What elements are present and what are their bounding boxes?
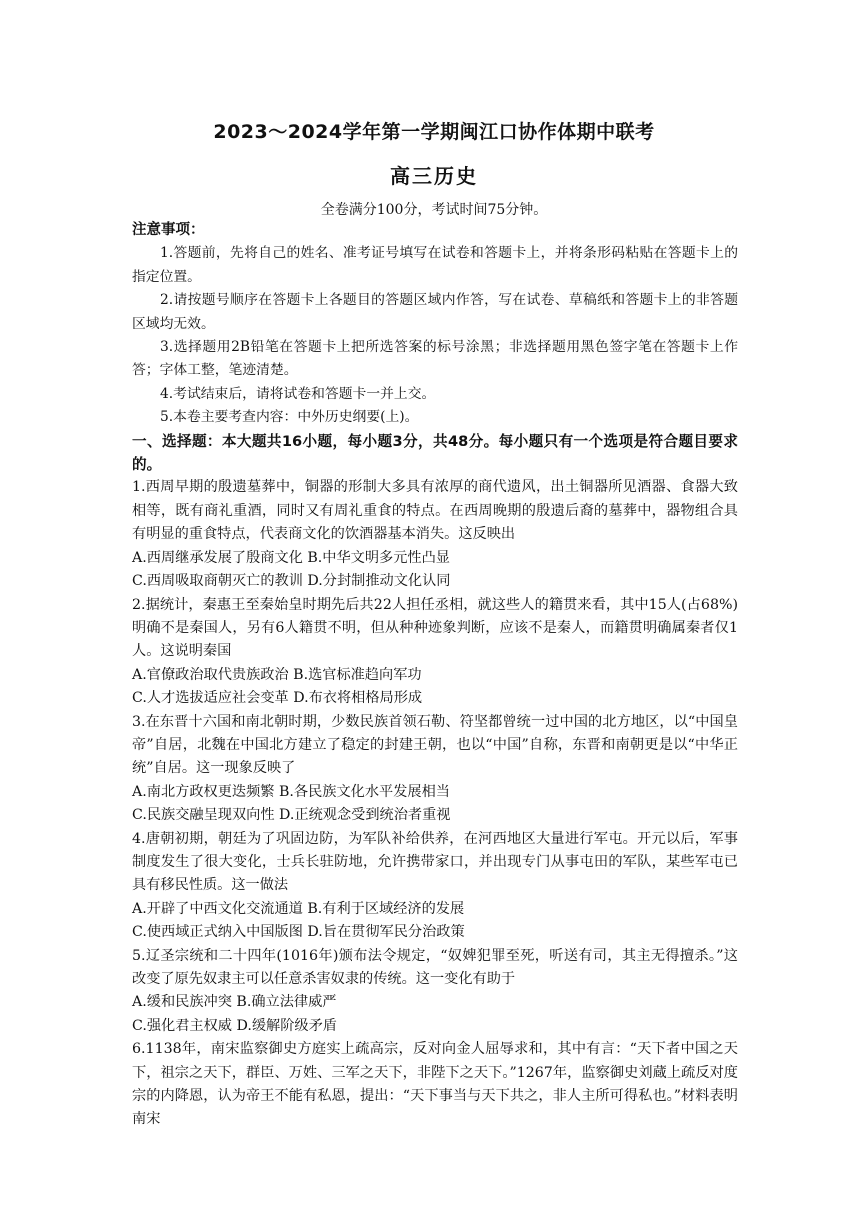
question-3 [132,711,738,828]
question-stem: 6.1138年，南宋监察御史方庭实上疏高宗，反对向金人屈辱求和，其中有言：“天下者中国之天下，祖宗之天下，群臣、万姓、三军之天下，非陛下之天下。”1267年，监察御史刘蔵上疏反对度宗的内降恩，认为帝王不能有私恩，提出：“天下事当与天下共之，非人主所可得私也。”材料表明南宋 [132,1041,738,1128]
question-stem: 5.辽圣宗统和二十四年(1016年)颁布法令规定，“奴婢犯罪至死，听送有司，其主无得擅杀。”这改变了原先奴隶主可以任意杀害奴隶的传统。这一变化有助于 [132,947,738,987]
notice-item: 4.考试结束后，请将试卷和答题卡一并上交。 [160,385,436,402]
question-1 [132,476,738,593]
question-options: C.人才选拔适应社会变革 D.布衣将相格局形成 [132,690,423,707]
exam-content [132,219,738,1132]
question-stem: 2.据统计，秦惠王至秦始皇时期先后共22人担任丞相，就这些人的籍贯来看，其中15人(占68%)明确不是秦国人，另有6人籍贯不明，但从种种迹象判断，应该不是秦人，而籍贯明确属秦者仅1人。这说明秦国 [132,596,738,660]
exam-subject: 高三历史 [390,164,478,188]
question-options: A.开辟了中西文化交流通道 B.有利于区域经济的发展 [132,900,465,917]
notice-item: 1.答题前，先将自己的姓名、准考证号填写在试卷和答题卡上，并将条形码粘贴在答题卡上的指定位置。 [132,245,738,285]
question-stem: 1.西周早期的殷遗墓葬中，铜器的形制大多具有浓厚的商代遗风，出土铜器所见酒器、食器大致相等，既有商礼重酒，同时又有周礼重食的特点。在西周晚期的殷遗后裔的墓葬中，器物组合具有明显的重食特点，代表商文化的饮酒器基本消失。这反映出 [132,479,738,543]
question-options: A.官僚政治取代贵族政治 B.选官标准趋向军功 [132,666,422,683]
notice-item: 5.本卷主要考查内容：中外历史纲要(上)。 [160,409,419,426]
question-6 [132,1038,738,1132]
question-options: A.西周继承发展了殷商文化 B.中华文明多元性凸显 [132,549,450,566]
notice-item: 2.请按题号顺序在答题卡上各题目的答题区域内作答，写在试卷、草稿纸和答题卡上的非答题区域均无效。 [132,292,738,332]
question-stem: 4.唐朝初期，朝廷为了巩固边防，为军队补给供养，在河西地区大量进行军屯。开元以后，军事制度发生了很大变化，士兵长驻防地，允许携带家口，并出现专门从事屯田的军队，某些军屯已具有移民性质。这一做法 [132,830,738,894]
question-options: C.民族交融呈现双向性 D.正统观念受到统治者重视 [132,807,451,824]
question-5 [132,945,738,1039]
exam-title: 2023～2024学年第一学期闽江口协作体期中联考 [213,121,655,143]
question-4 [132,828,738,945]
question-options: A.南北方政权更迭频繁 B.各民族文化水平发展相当 [132,783,450,800]
question-options: C.西周吸取商朝灭亡的教训 D.分封制推动文化认同 [132,573,451,590]
section-heading: 一、选择题：本大题共16小题，每小题3分，共48分。每小题只有一个选项是符合题目要求的。 [132,432,738,474]
notice-item: 3.选择题用2B铅笔在答题卡上把所选答案的标号涂黑；非选择题用黑色签字笔在答题卡上作答；字体工整，笔迹清楚。 [132,339,738,379]
question-options: C.强化君主权威 D.缓解阶级矛盾 [132,1017,337,1034]
question-stem: 3.在东晋十六国和南北朝时期，少数民族首领石勒、符坚都曾统一过中国的北方地区，以“中国皇帝”自居，北魏在中国北方建立了稳定的封建王朝，也以“中国”自称，东晋和南朝更是以“中华正统”自居。这一现象反映了 [132,713,738,777]
notice-list [132,242,738,429]
question-options: C.使西域正式纳入中国版图 D.旨在贯彻军民分治政策 [132,924,465,941]
notice-heading: 注意事项： [132,222,205,238]
exam-meta: 全卷满分100分，考试时间75分钟。 [320,202,548,218]
question-2 [132,594,738,711]
question-options: A.缓和民族冲突 B.确立法律威严 [132,994,337,1011]
